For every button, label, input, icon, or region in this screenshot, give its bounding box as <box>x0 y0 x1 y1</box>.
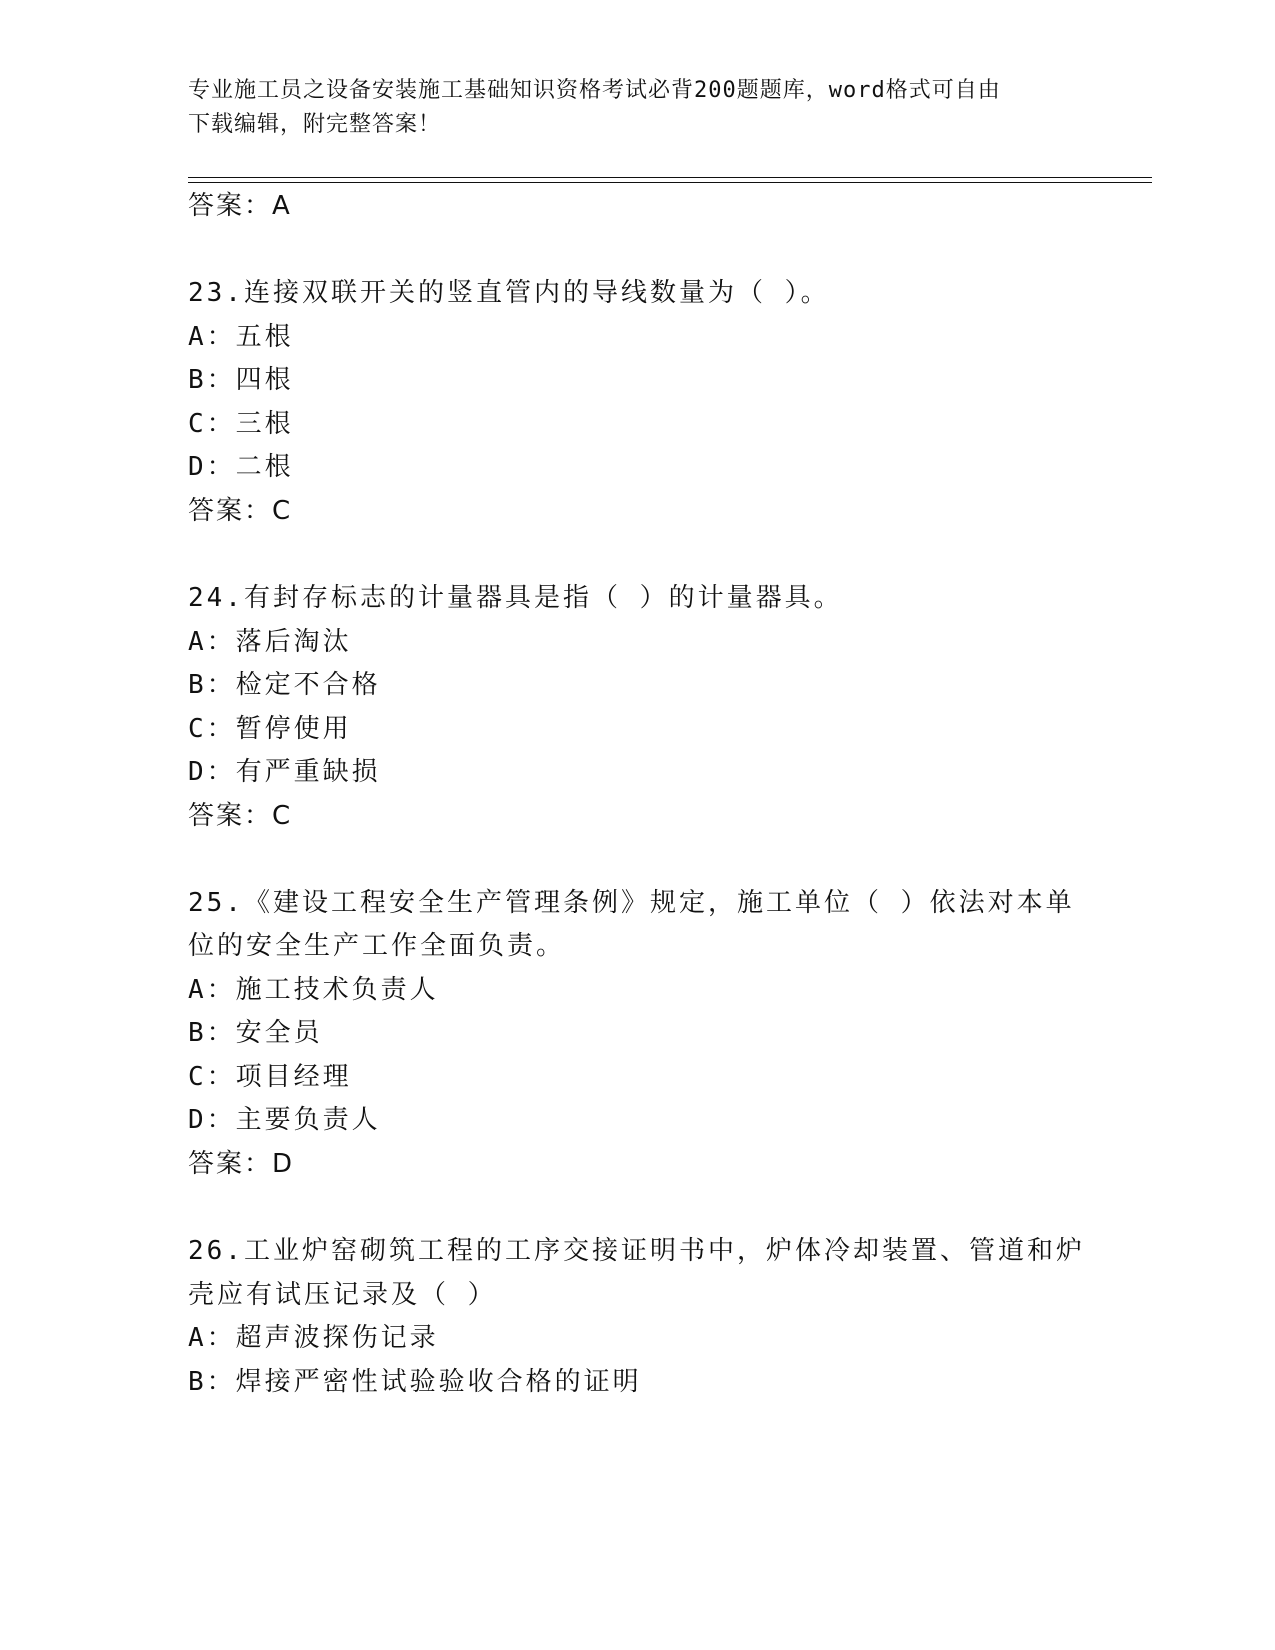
question-stem-continued: 位的安全生产工作全面负责。 <box>188 931 566 961</box>
header-line-1: 专业施工员之设备安装施工基础知识资格考试必背200题题库，word格式可自由 <box>188 78 1001 103</box>
answer-line: 答案：C <box>188 496 293 526</box>
header-divider-top <box>188 177 1152 178</box>
answer-line: 答案：A <box>188 191 292 221</box>
option-d: D：主要负责人 <box>188 1105 381 1135</box>
document-header <box>188 74 1088 142</box>
question-stem: 25.《建设工程安全生产管理条例》规定，施工单位（ ）依法对本单 <box>188 888 1075 918</box>
header-divider-bottom <box>188 182 1152 183</box>
option-d: D：二根 <box>188 452 294 482</box>
option-c: C：暂停使用 <box>188 714 352 744</box>
option-c: C：项目经理 <box>188 1062 352 1092</box>
option-a: A：超声波探伤记录 <box>188 1323 439 1353</box>
answer-line: 答案：D <box>188 1149 295 1179</box>
option-b: B：焊接严密性试验验收合格的证明 <box>188 1367 642 1397</box>
option-a: A：五根 <box>188 322 294 352</box>
option-c: C：三根 <box>188 409 294 439</box>
option-b: B：四根 <box>188 365 294 395</box>
option-a: A：落后淘汰 <box>188 627 352 657</box>
answer-line: 答案：C <box>188 801 293 831</box>
question-stem: 24.有封存标志的计量器具是指（ ）的计量器具。 <box>188 583 843 613</box>
question-stem: 23.连接双联开关的竖直管内的导线数量为（ ）。 <box>188 278 830 308</box>
question-stem: 26.工业炉窑砌筑工程的工序交接证明书中，炉体冷却装置、管道和炉 <box>188 1236 1085 1266</box>
header-line-2: 下载编辑，附完整答案！ <box>188 112 442 137</box>
option-a: A：施工技术负责人 <box>188 975 439 1005</box>
option-b: B：安全员 <box>188 1018 323 1048</box>
question-stem-continued: 壳应有试压记录及（ ） <box>188 1280 497 1310</box>
option-d: D：有严重缺损 <box>188 757 381 787</box>
option-b: B：检定不合格 <box>188 670 381 700</box>
